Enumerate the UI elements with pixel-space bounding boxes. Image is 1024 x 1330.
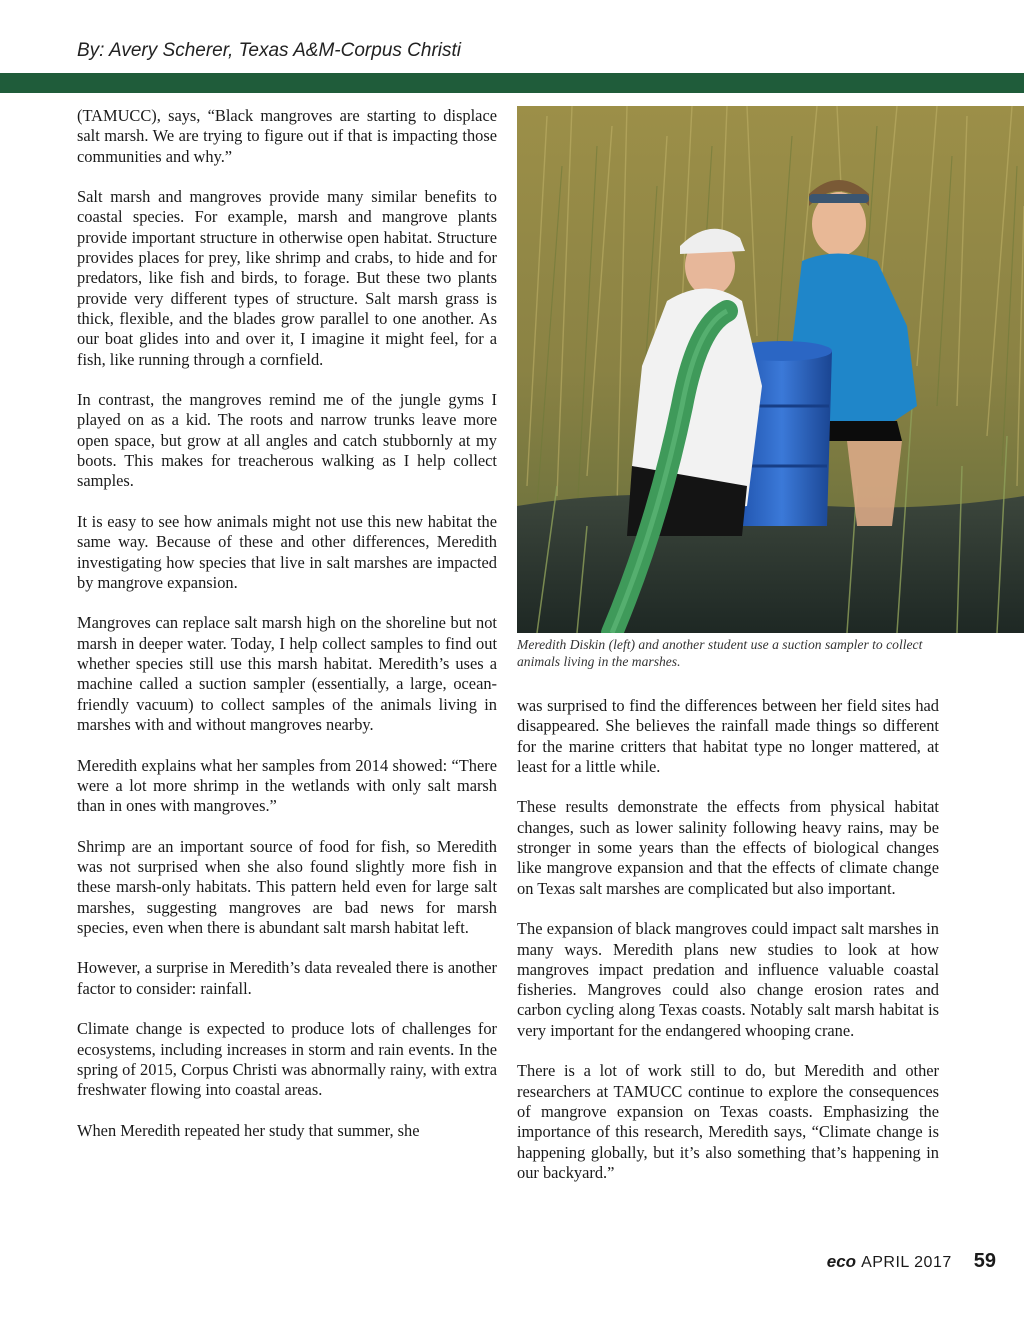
paragraph: Meredith explains what her samples from 2014 showed: “There were a lot more shrimp in the wetlands with only salt marsh than in ones with mangroves.” [77, 755, 497, 816]
byline: By: Avery Scherer, Texas A&M-Corpus Christi [77, 40, 461, 61]
paragraph: Shrimp are an important source of food for fish, so Meredith was not surprised when she also found slightly more fish in these marsh-only habitats. This pattern held even for large salt marshes, suggesting mangroves are bad news for marsh species, even when there is abundant salt marsh habitat left. [77, 836, 497, 937]
left-column [77, 106, 497, 1161]
paragraph: These results demonstrate the effects from physical habitat changes, such as lower salinity following heavy rains, may be stronger in some years than the effects of biological changes like mangrove expansion and that the effects of climate change on Texas salt marshes are complicated but also important. [517, 797, 939, 898]
paragraph: Mangroves can replace salt marsh high on the shoreline but not marsh in deeper water. Today, I help collect samples to find out whether species still use this marsh habitat. Meredith’s uses a machine called a suction sampler (essentially, a large, ocean-friendly vacuum) to collect samples of the animals living in marshes with and without mangroves nearby. [77, 613, 497, 734]
photo-caption: Meredith Diskin (left) and another student use a suction sampler to collect animals living in the marshes. [517, 637, 923, 669]
paragraph: There is a lot of work still to do, but Meredith and other researchers at TAMUCC continue to explore the consequences of mangrove expansion on Texas coasts. Emphasizing the importance of this research, Meredith says, “Climate change is happening globally, but it’s also something that’s happening in our backyard.” [517, 1061, 939, 1182]
paragraph: Salt marsh and mangroves provide many similar benefits to coastal species. For example, marsh and mangrove plants provide important structure in otherwise open habitat. Structure provides places for prey, like shrimp and crabs, to hide and for predators, like fish and birds, to forage. But these two plants provide very different types of structure. Salt marsh grass is thick, flexible, and the blades grow parallel to one another. As our boat glides into and over it, I imagine it might feel, for a fish, like running through a cornfield. [77, 187, 497, 369]
paragraph: was surprised to find the differences between her field sites had disappeared. She believes the rainfall made things so different for the marine critters that habitat type no longer mattered, at least for a little while. [517, 696, 939, 776]
right-column [517, 696, 939, 1203]
paragraph: In contrast, the mangroves remind me of the jungle gyms I played on as a kid. The roots and narrow trunks leave more open space, but grow at all angles and catch stubbornly at my boots. This makes for treacherous walking as I help collect samples. [77, 390, 497, 491]
paragraph: Climate change is expected to produce lots of challenges for ecosystems, including increases in storm and rain events. In the spring of 2015, Corpus Christi was abnormally rainy, with extra freshwater flowing into coastal areas. [77, 1019, 497, 1100]
header-bar [0, 73, 1024, 93]
magazine-name: eco [826, 1252, 857, 1271]
paragraph: However, a surprise in Meredith’s data revealed there is another factor to consider: rainfall. [77, 958, 497, 998]
issue-date: APRIL 2017 [861, 1254, 952, 1271]
page-footer [827, 1250, 996, 1273]
paragraph: (TAMUCC), says, “Black mangroves are starting to displace salt marsh. We are trying to figure out if that is impacting those communities and why.” [77, 106, 497, 166]
page-number: 59 [973, 1250, 996, 1272]
paragraph: It is easy to see how animals might not use this new habitat the same way. Because of these and other differences, Meredith investigating how species that live in salt marshes are impacted by mangrove expansion. [77, 511, 497, 592]
marsh-photo [517, 106, 1024, 633]
paragraph: The expansion of black mangroves could impact salt marshes in many ways. Meredith plans new studies to look at how mangroves impact predation and influence valuable coastal fisheries. Mangroves could also change erosion rates and carbon cycling along Texas coasts. Notably salt marsh habitat is very important for the endangered whooping crane. [517, 919, 939, 1040]
paragraph: When Meredith repeated her study that summer, she [77, 1120, 420, 1140]
